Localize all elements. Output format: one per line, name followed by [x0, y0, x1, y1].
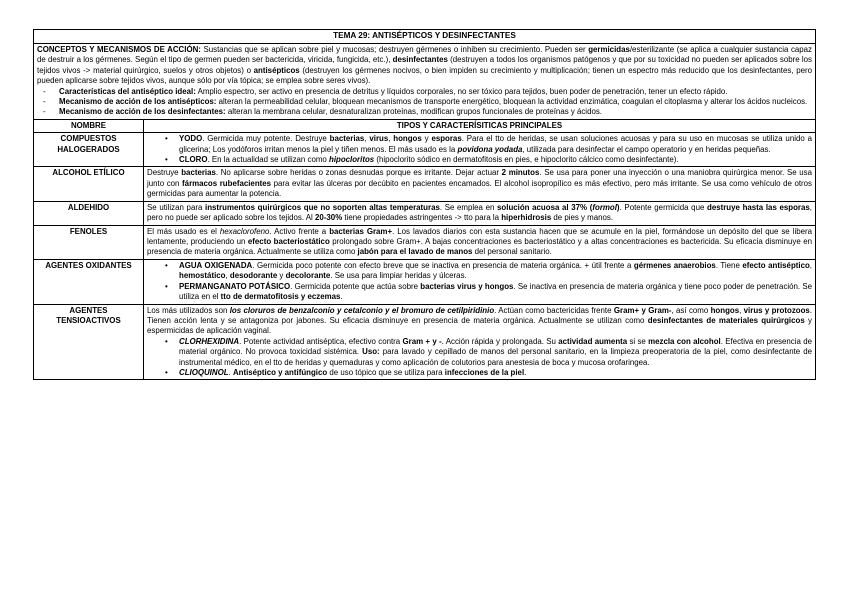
header-tipos: TIPOS Y CARACTERÍSITICAS PRINCIPALES: [144, 119, 816, 132]
table-header-row: [34, 119, 816, 132]
row-text: Se utilizan para instrumentos quirúrgicos que no soporten altas temperaturas. Se emplea en solución acuosa al 37% (formol). Potente germicida que destruye hasta las esporas, pero no puede ser aplicado sobre los tejidos. Al 20-30% tiene propiedades astringentes -> tto para la hiperhidrosis de pies y manos.: [147, 202, 812, 223]
row-name: FENOLES: [34, 225, 144, 259]
row-content: [144, 304, 816, 380]
bullet-item: • YODO. Germicida muy potente. Destruye bacterias, virus, hongos y esporas. Para el tto de heridas, se usan soluciones acuosas y para su uso en mucosas se utiliza unido a glicerina; Los yodóforos irritan menos la piel y tiñen menos. El más usado es la povidona yodada, utilizada para desinfectar el campo operatorio y en heridas pequeñas.: [179, 134, 812, 155]
row-content: [144, 259, 816, 304]
bullet-item: • CLORO. En la actualidad se utilizan como hipocloritos (hipoclorito sódico en dermatofitosis en pies, e hipoclorito cálcico como desinfectante).: [179, 155, 812, 165]
row-text: Los más utilizados son los cloruros de benzalconio y cetalconio y el bromuro de cetilpiridinio. Actúan como bactericidas frente Gram+ y Gram-, así como hongos, virus y protozoos. Tienen acción lenta y se antagoniza por jabones. Su eficacia disminuye en presencia de materia orgánica. Actualmente se utilizan como desinfectantes de materiales quirúrgicos y espermicidas de aplicación vaginal.: [147, 305, 813, 336]
row-bullets: [147, 337, 812, 379]
concepts-row: [34, 43, 816, 119]
bullet-item: • CLIOQUINOL. Antiséptico y antifúngico de uso tópico que se utiliza para infecciones de la piel.: [179, 368, 812, 378]
row-bullets: [147, 134, 812, 165]
row-content: [144, 201, 816, 225]
row-name: ALDEHIDO: [34, 201, 144, 225]
concepts-list: [37, 87, 812, 118]
header-nombre: NOMBRE: [34, 119, 144, 132]
document-title: TEMA 29: ANTISÉPTICOS Y DESINFECTANTES: [34, 30, 816, 44]
row-content: [144, 225, 816, 259]
row-name: AGENTES OXIDANTES: [34, 259, 144, 304]
table-row: [34, 259, 816, 304]
concepts-paragraph: CONCEPTOS Y MECANISMOS DE ACCIÓN: Sustancias que se aplican sobre piel y mucosas; destruyen gérmenes o inhiben su crecimiento. Pueden ser germicidas/esterilizante (se aplica a cualquier sustancia capaz de destruir a los gérmenes. Según el tipo de germen pueden ser bactericida, viricida, fungicida, etc.), desinfectantes (destruyen a todos los organismos patógenos y que por su toxicidad no pueden ser aplicados sobre los tejidos vivos -> material quirúrgico, suelos y otros objetos) o antisépticos (destruyen los gérmenes nocivos, o bien impiden su crecimiento y multiplicación; tienen un espectro más reducido que los desinfectantes, pero pueden aplicarse sobre tejidos vivos, aunque sólo por vía tópica; se emplea sobre seres vivos).: [37, 44, 813, 86]
table-row: [34, 167, 816, 201]
row-content: [144, 133, 816, 167]
row-name: COMPUESTOS HALOGERADOS: [34, 133, 144, 167]
row-content: [144, 167, 816, 201]
row-name: ALCOHOL ETÍLICO: [34, 167, 144, 201]
table-row: [34, 225, 816, 259]
row-text: Destruye bacterias. No aplicarse sobre heridas o zonas desnudas porque es irritante. Dejar actuar 2 minutos. Se usa para poner una inyección o una maniobra quirúrgica menor. Se usa junto con fármacos rubefacientes para evitar las úlceras por decúbito en pacientes encamados. El alcohol isopropílico es más efectivo, pero más irritante. Se usa como vehículo de otros germicidas para aumentar la potencia.: [147, 168, 813, 199]
bullet-item: • AGUA OXIGENADA. Germicida poco potente con efecto breve que se inactiva en presencia de materia orgánica. + útil frente a gérmenes anaerobios. Tiene efecto antiséptico, hemostático, desodorante y decolorante. Se usa para limpiar heridas y úlceras.: [179, 261, 812, 282]
table-row: [34, 133, 816, 167]
concepts-cell: [34, 43, 816, 119]
bullet-item: • CLORHEXIDINA. Potente actividad antiséptica, efectivo contra Gram + y -. Acción rápida y prolongada. Su actividad aumenta si se mezcla con alcohol. Efectiva en presencia de material orgánico. No provoca toxicidad sistémica. Uso: para lavado y cepillado de manos del personal sanitario, en la limpieza preoperatoria de la piel, como desinfectante de instrumental médico, en el tto de heridas y quemaduras y como aplicación de colutorios para anestesia de boca y mucosa orofaringea.: [179, 337, 812, 368]
concepts-item: - Mecanismo de acción de los desinfectantes: alteran la membrana celular, desnaturalizan proteínas, modifican grupos funcionales de proteínas y ácidos.: [59, 107, 812, 117]
row-name: AGENTES TENSIOACTIVOS: [34, 304, 144, 380]
table-row: [34, 304, 816, 380]
concepts-item: - Características del antiséptico ideal: Amplio espectro, ser activo en presencia de detritus y líquidos corporales, no ser tóxico para tejidos, buen poder de penetración, tener un efecto rápido.: [59, 87, 812, 97]
row-bullets: [147, 261, 812, 303]
content-table: [33, 29, 816, 380]
row-text: El más usado es el hexaclorofeno. Activo frente a bacterias Gram+. Los lavados diarios con esta sustancia hacen que se acumule en la piel, formándose un depósito del que se libera lentamente, produciendo un efecto bacteriostático prolongado sobre Gram+. A bajas concentraciones es bacteriostático y a altas concentraciones es bactericida. Su eficacia disminuye en presencia de materia orgánica. Actualmente se utiliza como jabón para el lavado de manos del personal sanitario.: [147, 226, 813, 257]
bullet-item: • PERMANGANATO POTÁSICO. Germicida potente que actúa sobre bacterias virus y hongos. Se inactiva en presencia de materia orgánica y tiene poco poder de penetración. Se utiliza en el tto de dermatofitosis y eczemas.: [179, 282, 812, 303]
concepts-item: - Mecanismo de acción de los antisépticos: alteran la permeabilidad celular, bloquean mecanismos de transporte energético, bloquean la actividad enzimática, coagulan el citoplasma y alterar los ácidos nucleicos.: [59, 97, 812, 107]
title-row: [34, 30, 816, 44]
table-row: [34, 201, 816, 225]
document-page: [33, 29, 816, 380]
